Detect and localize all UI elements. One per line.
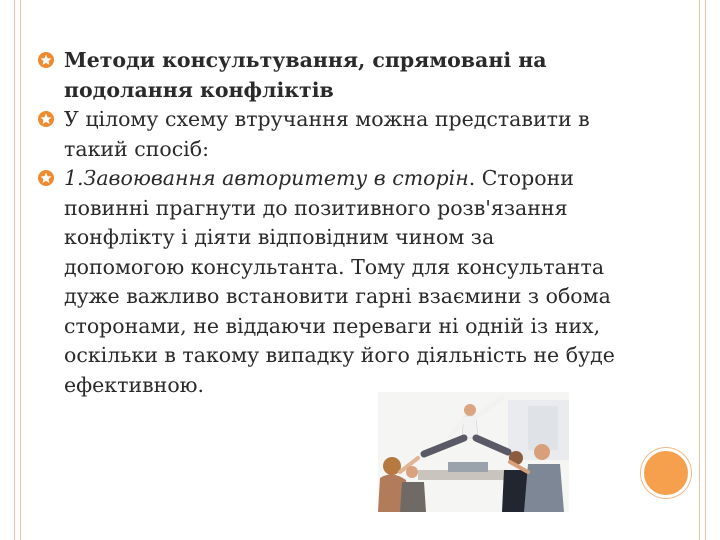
bullet-text: Методи консультування, спрямовані на подолання конфліктів [64, 48, 547, 102]
bullet-item-scheme [30, 105, 620, 164]
frame-right-inner-line [699, 0, 700, 540]
decorative-orange-circle [641, 448, 691, 498]
bullet-text: У цілому схему втручання можна представити в такий спосіб: [64, 107, 590, 161]
frame-right-outer-line [705, 0, 706, 540]
star-bullet-icon [38, 111, 54, 127]
bullet-item-authority [30, 164, 620, 400]
star-bullet-icon [38, 170, 54, 186]
frame-left-inner-line [20, 0, 21, 540]
bullet-italic-heading: 1.Завоювання авторитету в сторін [64, 166, 469, 190]
frame-left-outer-line [14, 0, 15, 540]
slide-content [30, 46, 620, 400]
bullet-text: . Сторони повинні прагнути до позитивного розв'язання конфлікту і діяти відповідним чином за допомогою консультанта. Тому для консультанта дуже важливо встановити гарні взаємини з обома сторонами, не віддаючи переваги ні одній із них, оскільки в такому випадку його діяльність не буде ефективною. [64, 166, 615, 397]
star-bullet-icon [38, 52, 54, 68]
office-meeting-photo [378, 392, 569, 512]
bullet-item-title [30, 46, 620, 105]
